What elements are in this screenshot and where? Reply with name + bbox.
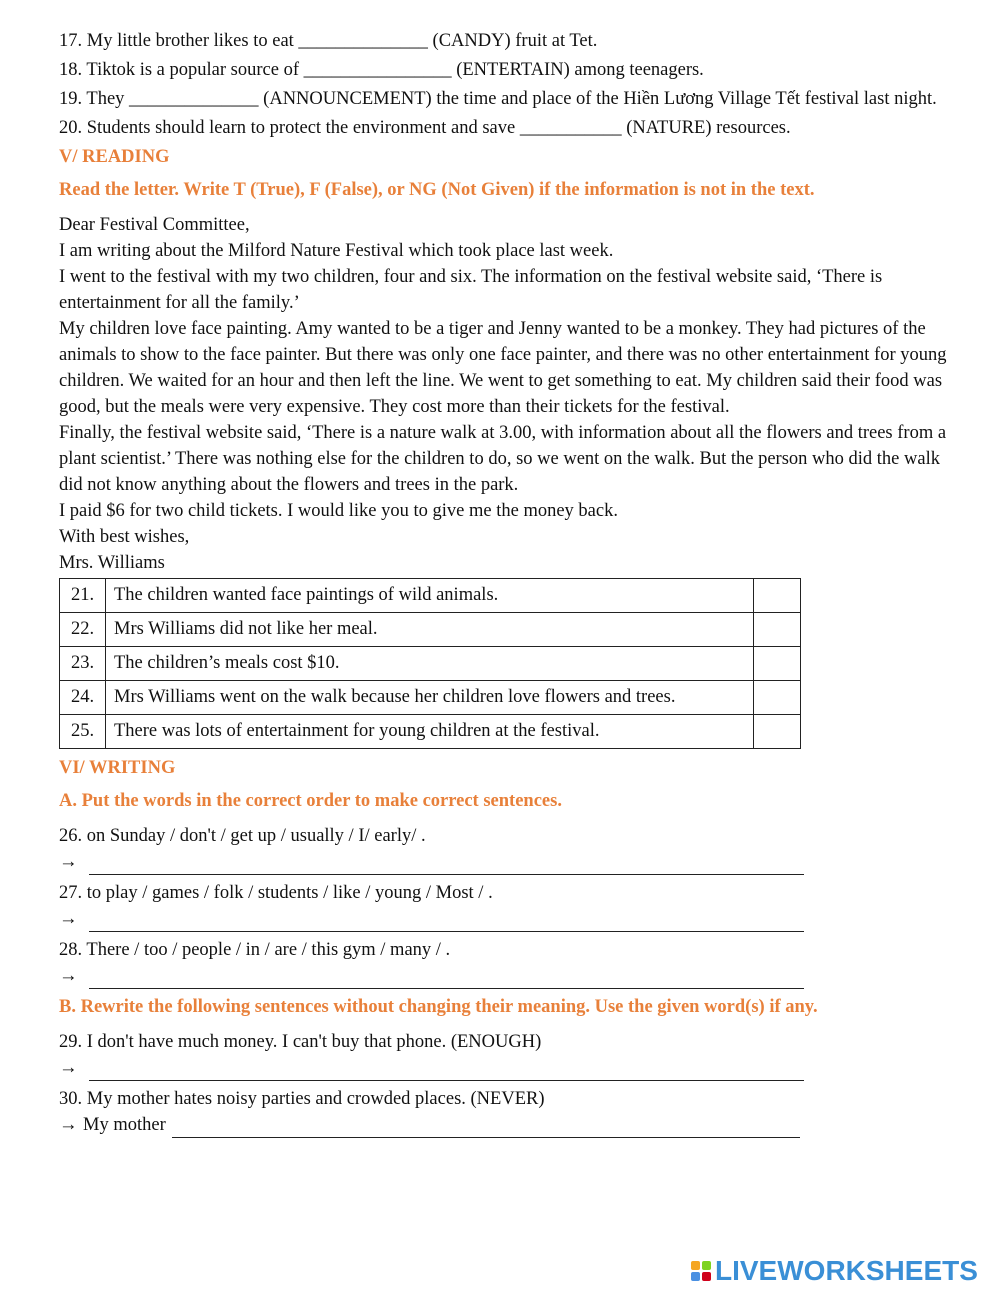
statement-number: 24.	[60, 681, 106, 715]
table-row	[60, 647, 801, 681]
answer-cell[interactable]	[754, 681, 801, 715]
answer-cell[interactable]	[754, 579, 801, 613]
letter-paragraph-5: I paid $6 for two child tickets. I would like you to give me the money back.	[59, 501, 618, 521]
answer-blank[interactable]	[172, 1119, 800, 1138]
answer-line-27	[59, 906, 949, 932]
writing-part-a-instruction: A. Put the words in the correct order to make correct sentences.	[59, 791, 562, 811]
question-29: 29. I don't have much money. I can't buy that phone. (ENOUGH)	[59, 1032, 542, 1052]
answer-blank[interactable]	[89, 856, 804, 875]
letter-paragraph-3: My children love face painting. Amy wanted to be a tiger and Jenny wanted to be a monkey. They had pictures of the animals to show to the face painter. But there was only one face painter, and there was no other entertainment for young children. We waited for an hour and then left the line. We went to get something to eat. My children said their food was good, but the meals were very expensive. They cost more than their tickets for the festival.	[59, 319, 952, 417]
question-28: 28. There / too / people / in / are / this gym / many / .	[59, 940, 451, 960]
statement-text: Mrs Williams went on the walk because her children love flowers and trees.	[106, 681, 754, 715]
question-20: 20. Students should learn to protect the environment and save ___________ (NATURE) resources.	[59, 118, 791, 138]
logo-text: LIVEWORKSHEETS	[715, 1255, 978, 1286]
question-19: 19. They ______________ (ANNOUNCEMENT) the time and place of the Hiền Lương Village Tết festival last night.	[59, 89, 937, 109]
statement-text: Mrs Williams did not like her meal.	[106, 613, 754, 647]
letter-signature: Mrs. Williams	[59, 553, 165, 573]
question-26: 26. on Sunday / don't / get up / usually / I/ early/ .	[59, 826, 426, 846]
statement-number: 22.	[60, 613, 106, 647]
answer-blank[interactable]	[89, 1062, 804, 1081]
letter	[59, 212, 952, 576]
question-30: 30. My mother hates noisy parties and crowded places. (NEVER)	[59, 1089, 545, 1109]
statement-number: 23.	[60, 647, 106, 681]
letter-paragraph-1: I am writing about the Milford Nature Festival which took place last week.	[59, 241, 614, 261]
arrow-right-icon: →	[59, 909, 78, 929]
statement-text: The children’s meals cost $10.	[106, 647, 754, 681]
letter-paragraph-2: I went to the festival with my two children, four and six. The information on the festival website said, ‘There is entertainment for all the family.’	[59, 267, 887, 313]
answer-prefix: My mother	[83, 1115, 166, 1135]
answer-blank[interactable]	[89, 970, 804, 989]
letter-greeting: Dear Festival Committee,	[59, 215, 250, 235]
answer-blank[interactable]	[89, 913, 804, 932]
statement-text: The children wanted face paintings of wild animals.	[106, 579, 754, 613]
letter-closing: With best wishes,	[59, 527, 190, 547]
answer-line-29	[59, 1055, 949, 1081]
answer-line-30	[59, 1112, 949, 1138]
logo-grid-icon	[691, 1261, 711, 1281]
answer-cell[interactable]	[754, 613, 801, 647]
arrow-right-icon: →	[59, 1115, 78, 1135]
table-row	[60, 579, 801, 613]
answer-cell[interactable]	[754, 647, 801, 681]
statement-number: 21.	[60, 579, 106, 613]
answer-line-26	[59, 849, 949, 875]
question-17: 17. My little brother likes to eat ______________ (CANDY) fruit at Tet.	[59, 31, 598, 51]
statement-number: 25.	[60, 715, 106, 749]
true-false-table	[59, 578, 801, 749]
table-row	[60, 681, 801, 715]
arrow-right-icon: →	[59, 966, 78, 986]
statement-text: There was lots of entertainment for young children at the festival.	[106, 715, 754, 749]
answer-line-28	[59, 963, 949, 989]
arrow-right-icon: →	[59, 852, 78, 872]
question-27: 27. to play / games / folk / students / like / young / Most / .	[59, 883, 493, 903]
reading-instruction: Read the letter. Write T (True), F (False), or NG (Not Given) if the information is not in the text.	[59, 180, 815, 200]
answer-cell[interactable]	[754, 715, 801, 749]
arrow-right-icon: →	[59, 1058, 78, 1078]
section4-tail	[59, 28, 949, 141]
writing-part-b-instruction: B. Rewrite the following sentences without changing their meaning. Use the given word(s) if any.	[59, 997, 818, 1017]
letter-paragraph-4: Finally, the festival website said, ‘There is a nature walk at 3.00, with information about all the flowers and trees from a plant scientist.’ There was nothing else for the children to do, so we went on the walk. But the person who did the walk did not know anything about the flowers and trees in the park.	[59, 423, 951, 495]
liveworksheets-logo[interactable]	[691, 1254, 991, 1288]
worksheet-page	[59, 28, 952, 1143]
table-row	[60, 613, 801, 647]
table-row	[60, 715, 801, 749]
writing-heading: VI/ WRITING	[59, 758, 176, 778]
reading-heading: V/ READING	[59, 147, 170, 167]
question-18: 18. Tiktok is a popular source of ________________ (ENTERTAIN) among teenagers.	[59, 60, 704, 80]
